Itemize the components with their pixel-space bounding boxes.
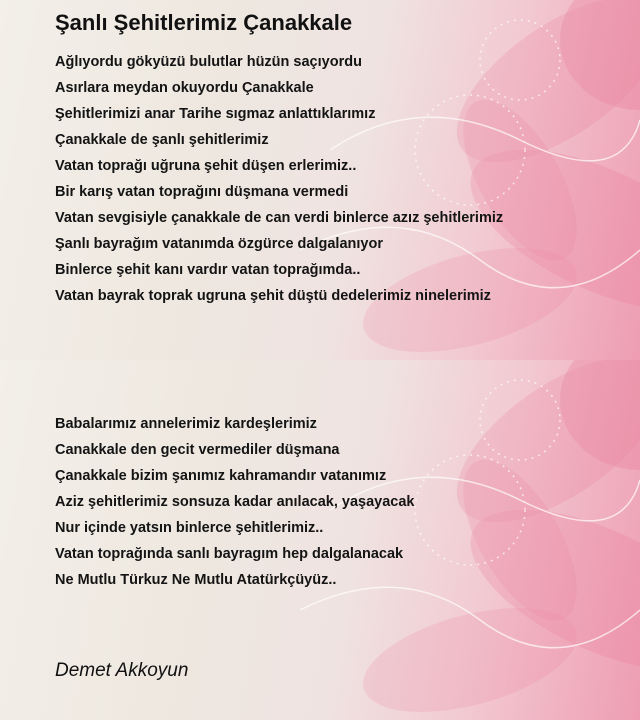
stanza-1 bbox=[55, 49, 503, 309]
poem-line: Şehitlerimizi anar Tarihe sıgmaz anlattıklarımız bbox=[55, 106, 376, 122]
poem-line: Asırlara meydan okuyordu Çanakkale bbox=[55, 80, 314, 96]
poem-line: Bir karış vatan toprağını düşmana vermedi bbox=[55, 184, 349, 200]
poem-line: Çanakkale de şanlı şehitlerimiz bbox=[55, 132, 269, 148]
poem-line: Aziz şehitlerimiz sonsuza kadar anılacak, yaşayacak bbox=[55, 494, 415, 510]
poem-line: Binlerce şehit kanı vardır vatan toprağımda.. bbox=[55, 262, 361, 278]
poem-line: Vatan sevgisiyle çanakkale de can verdi binlerce azız şehitlerimiz bbox=[55, 210, 504, 226]
poem-line: Şanlı bayrağım vatanımda özgürce dalgalanıyor bbox=[55, 236, 383, 252]
poem-line: Ağlıyordu gökyüzü bulutlar hüzün saçıyordu bbox=[55, 54, 362, 70]
poem-line: Ne Mutlu Türkuz Ne Mutlu Atatürkçüyüz.. bbox=[55, 572, 337, 588]
stanza-2 bbox=[55, 411, 414, 593]
poem-line: Babalarımız annelerimiz kardeşlerimiz bbox=[55, 416, 317, 432]
poem-line: Vatan toprağında sanlı bayragım hep dalgalanacak bbox=[55, 546, 404, 562]
poem-title: Şanlı Şehitlerimiz Çanakkale bbox=[55, 10, 353, 35]
poem-author: Demet Akkoyun bbox=[55, 660, 189, 681]
poem-line: Vatan toprağı uğruna şehit düşen erlerimiz.. bbox=[55, 158, 357, 174]
poem-line: Canakkale den gecit vermediler düşmana bbox=[55, 442, 340, 458]
poem-line: Çanakkale bizim şanımız kahramandır vatanımız bbox=[55, 468, 387, 484]
poem-line: Vatan bayrak toprak ugruna şehit düştü dedelerimiz ninelerimiz bbox=[55, 288, 491, 304]
poem-line: Nur içinde yatsın binlerce şehitlerimiz.. bbox=[55, 520, 324, 536]
